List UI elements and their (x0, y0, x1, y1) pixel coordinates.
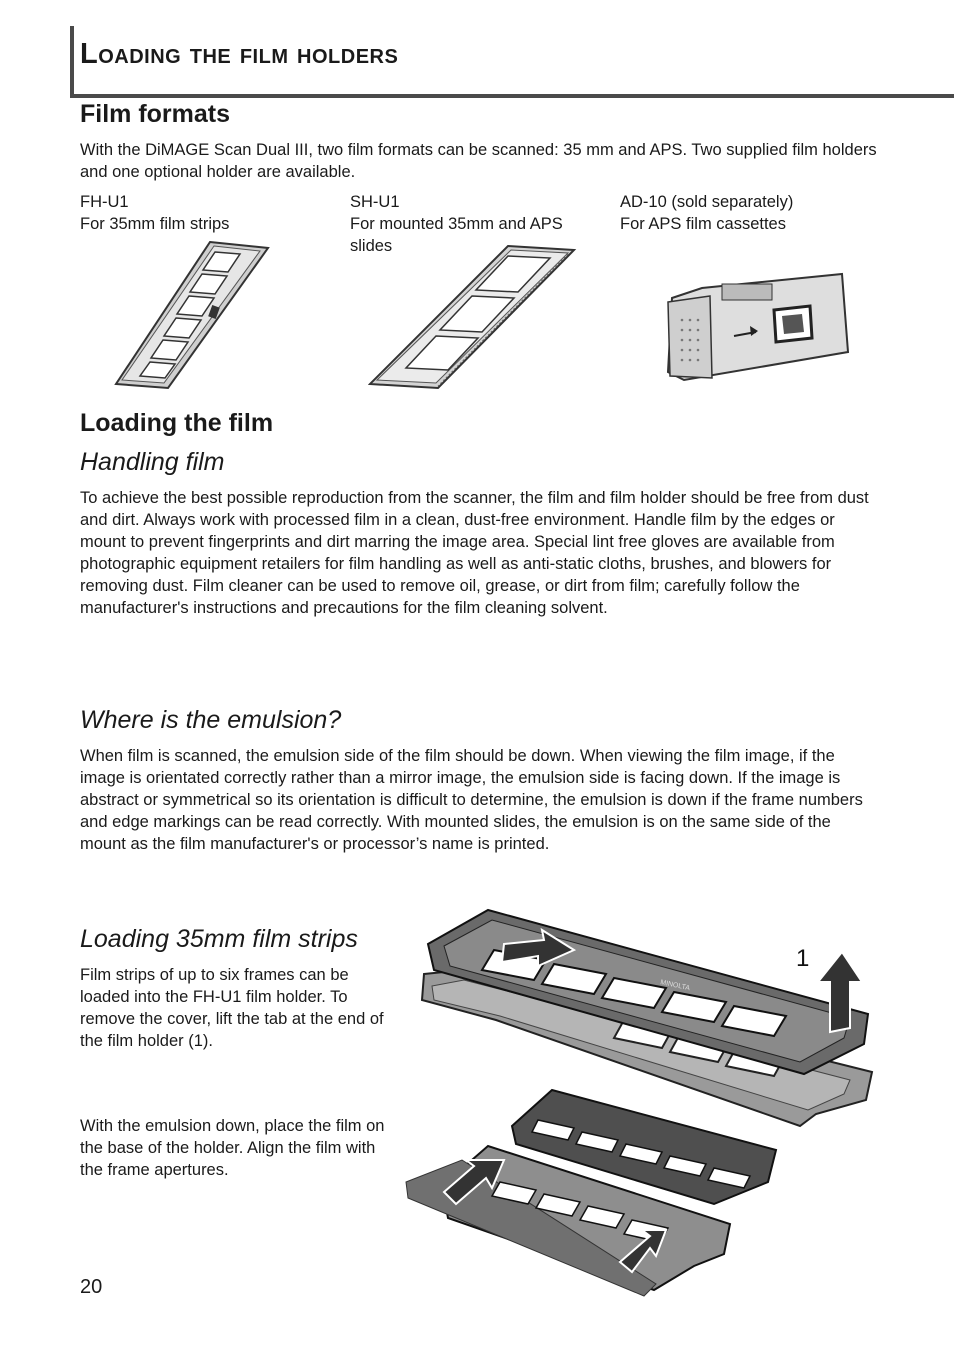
emulsion-text: When film is scanned, the emulsion side of the film should be down. When viewing the film image, if the image is orientated correctly rather than a mirror image, the emulsion side is facing down. If the image is abstract or symmetrical so its orientation is difficult to determine, the emulsion is down if the frame numbers and edge markings can be read correctly. With mounted slides, the emulsion is on the same side of the mount as the film manufacturer's or processor’s name is printed. (80, 747, 863, 853)
holder-ad-10 (620, 191, 880, 235)
brand-mark: MINOLTA (659, 979, 691, 993)
loading-film-strips-illustration (404, 904, 876, 1300)
film-strips-text-2: With the emulsion down, place the film on the base of the holder. Align the film with the frame apertures. (80, 1117, 385, 1179)
loading-film-heading: Loading the film (80, 409, 274, 437)
holder-model: AD-10 (sold separately) (620, 193, 794, 211)
film-strips-heading: Loading 35mm film strips (80, 925, 358, 953)
film-formats-intro: With the DiMAGE Scan Dual III, two film formats can be scanned: 35 mm and APS. Two supplied film holders and one optional holder are available. (80, 141, 877, 181)
holder-model: SH-U1 (350, 193, 400, 211)
section-title: Loading the film holders (80, 38, 399, 70)
handling-film-heading: Handling film (80, 448, 225, 476)
ad-10-adapter-illustration (662, 268, 854, 384)
handling-film-text: To achieve the best possible reproduction from the scanner, the film and film holder should be free from dust and dirt. Always work with processed film in a clean, dust-free environment. Handle film by the edges or mount to prevent fingerprints and dirt marring the image area. Special lint free gloves are available from photographic equipment retailers for film handling as well as anti-static cloths, brushes, and blowers for removing dust. Film cleaner can be used to remove oil, grease, or dirt from film; carefully follow the manufacturer's instructions and precautions for the film cleaning solvent. (80, 489, 869, 617)
holder-fh-u1 (80, 191, 330, 235)
fh-u1-holder-illustration (110, 238, 275, 393)
holder-model: FH-U1 (80, 193, 129, 211)
emulsion-heading: Where is the emulsion? (80, 706, 342, 734)
film-formats-heading: Film formats (80, 100, 231, 128)
holder-description: For 35mm film strips (80, 215, 230, 233)
film-strips-text-1: Film strips of up to six frames can be loaded into the FH-U1 film holder. To remove the cover, lift the tab at the end of the film holder (1). (80, 966, 384, 1050)
page-number: 20 (80, 1276, 103, 1298)
sh-u1-holder-illustration (368, 242, 580, 392)
callout-label: 1 (796, 945, 810, 972)
holder-description: For APS film cassettes (620, 215, 786, 233)
holder-description: For mounted 35mm and APS slides (350, 215, 563, 255)
header-rule-vertical (70, 26, 74, 98)
header-rule-horizontal (70, 94, 954, 98)
